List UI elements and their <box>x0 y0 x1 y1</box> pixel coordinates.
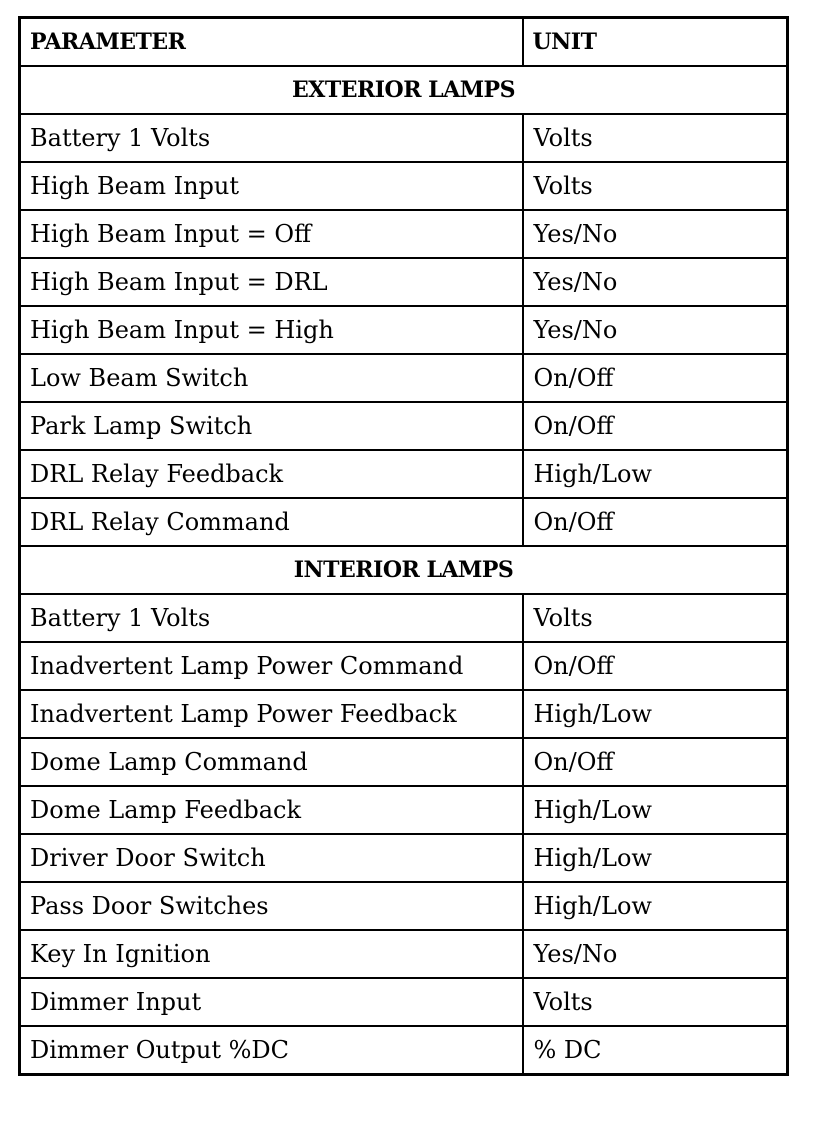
parameter-cell: High Beam Input = Off <box>20 210 523 258</box>
unit-cell: Yes/No <box>523 210 788 258</box>
parameter-cell: Park Lamp Switch <box>20 402 523 450</box>
parameter-cell: Dome Lamp Command <box>20 738 523 786</box>
header-row <box>20 18 788 67</box>
parameter-cell: Inadvertent Lamp Power Command <box>20 642 523 690</box>
table-row <box>20 882 788 930</box>
parameter-cell: DRL Relay Feedback <box>20 450 523 498</box>
parameter-table <box>18 16 789 1076</box>
parameter-cell: DRL Relay Command <box>20 498 523 546</box>
section-title: EXTERIOR LAMPS <box>20 66 788 114</box>
unit-cell: High/Low <box>523 882 788 930</box>
unit-cell: On/Off <box>523 354 788 402</box>
parameter-cell: Low Beam Switch <box>20 354 523 402</box>
table-row <box>20 354 788 402</box>
header-unit: UNIT <box>523 18 788 67</box>
parameter-cell: Dimmer Input <box>20 978 523 1026</box>
table-row <box>20 1026 788 1075</box>
table-row <box>20 690 788 738</box>
parameter-cell: Pass Door Switches <box>20 882 523 930</box>
unit-cell: High/Low <box>523 690 788 738</box>
unit-cell: High/Low <box>523 834 788 882</box>
table-row <box>20 114 788 162</box>
table-row <box>20 210 788 258</box>
table-row <box>20 978 788 1026</box>
parameter-cell: Dimmer Output %DC <box>20 1026 523 1075</box>
table-row <box>20 834 788 882</box>
section-title: INTERIOR LAMPS <box>20 546 788 594</box>
parameter-cell: Driver Door Switch <box>20 834 523 882</box>
unit-cell: Volts <box>523 594 788 642</box>
unit-cell: Yes/No <box>523 306 788 354</box>
table-row <box>20 738 788 786</box>
parameter-cell: Battery 1 Volts <box>20 594 523 642</box>
table-row <box>20 498 788 546</box>
table-row <box>20 450 788 498</box>
unit-cell: On/Off <box>523 402 788 450</box>
parameter-cell: High Beam Input <box>20 162 523 210</box>
unit-cell: On/Off <box>523 738 788 786</box>
unit-cell: Volts <box>523 162 788 210</box>
table-row <box>20 594 788 642</box>
table-row <box>20 306 788 354</box>
unit-cell: Volts <box>523 114 788 162</box>
unit-cell: On/Off <box>523 642 788 690</box>
parameter-cell: Key In Ignition <box>20 930 523 978</box>
table-body <box>20 66 788 1075</box>
unit-cell: Yes/No <box>523 930 788 978</box>
section-row <box>20 546 788 594</box>
unit-cell: Yes/No <box>523 258 788 306</box>
unit-cell: % DC <box>523 1026 788 1075</box>
unit-cell: High/Low <box>523 450 788 498</box>
table-row <box>20 402 788 450</box>
table-row <box>20 642 788 690</box>
parameter-cell: Inadvertent Lamp Power Feedback <box>20 690 523 738</box>
section-row <box>20 66 788 114</box>
table-row <box>20 258 788 306</box>
header-parameter: PARAMETER <box>20 18 523 67</box>
unit-cell: High/Low <box>523 786 788 834</box>
unit-cell: Volts <box>523 978 788 1026</box>
parameter-cell: Battery 1 Volts <box>20 114 523 162</box>
parameter-cell: High Beam Input = High <box>20 306 523 354</box>
unit-cell: On/Off <box>523 498 788 546</box>
table-row <box>20 786 788 834</box>
parameter-cell: Dome Lamp Feedback <box>20 786 523 834</box>
parameter-cell: High Beam Input = DRL <box>20 258 523 306</box>
table-row <box>20 930 788 978</box>
table-row <box>20 162 788 210</box>
